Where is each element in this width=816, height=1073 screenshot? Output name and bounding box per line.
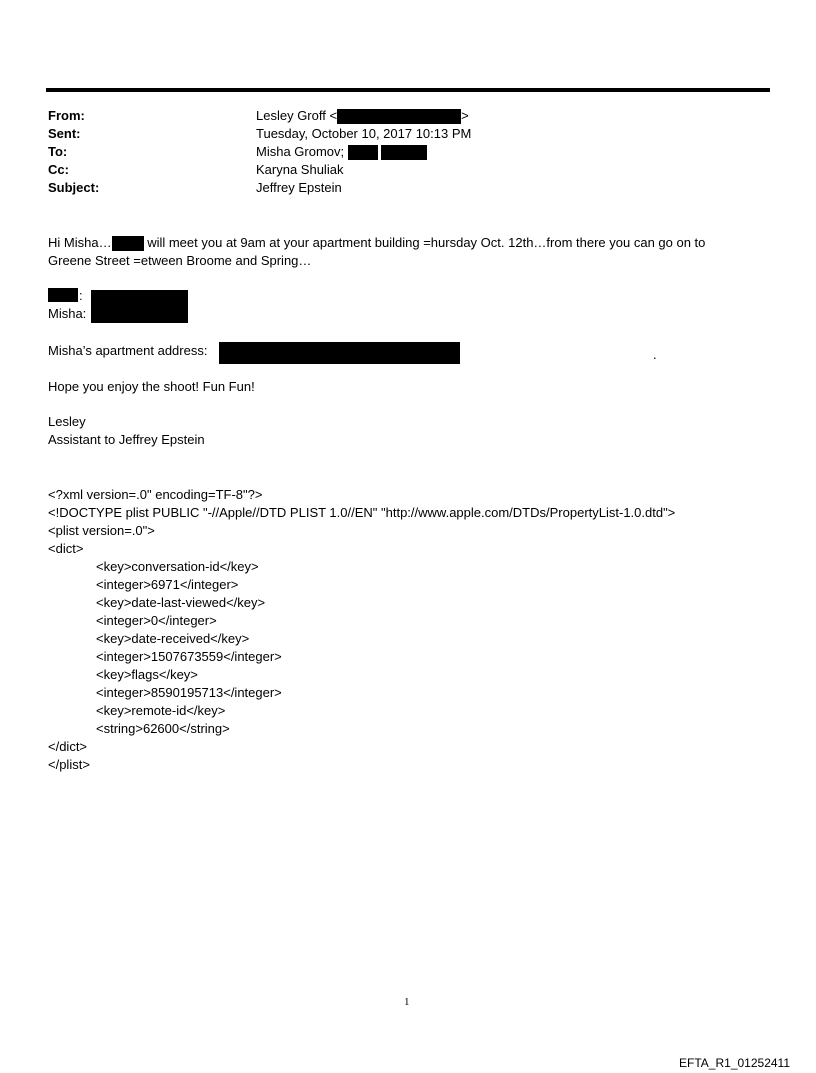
to-name: Misha Gromov; [256, 144, 345, 159]
redaction-box [381, 145, 427, 160]
xml-line: <plist version=.0"> [48, 523, 155, 538]
closing-line: Hope you enjoy the shoot! Fun Fun! [48, 379, 255, 394]
subject-label: Subject: [48, 180, 100, 195]
from-close: > [461, 108, 469, 123]
xml-line: <integer>6971</integer> [96, 577, 239, 592]
xml-line: <key>date-last-viewed</key> [96, 595, 266, 610]
greeting: Hi Misha… [48, 235, 112, 250]
from-name: Lesley Groff < [256, 108, 338, 123]
xml-line: <?xml version=.0" encoding=TF-8"?> [48, 487, 263, 502]
address-dot: . [653, 347, 657, 362]
contact-misha-label: Misha: [48, 306, 87, 321]
sent-label: Sent: [48, 126, 81, 141]
redaction-box [48, 288, 78, 302]
page-number: 1 [404, 996, 410, 1008]
signature-name: Lesley [48, 414, 86, 429]
plist-block [48, 486, 675, 774]
para1-text-cont: Greene Street =etween Broome and Spring… [48, 253, 312, 268]
from-value [256, 107, 469, 125]
xml-line: <integer>8590195713</integer> [96, 685, 282, 700]
xml-line: <string>62600</string> [96, 721, 230, 736]
address-label: Misha’s apartment address: [48, 343, 208, 358]
from-label: From: [48, 108, 85, 123]
xml-line: <key>remote-id</key> [96, 703, 226, 718]
redaction-box [91, 290, 188, 323]
xml-line: </plist> [48, 757, 90, 772]
redaction-box [348, 145, 378, 160]
xml-line: </dict> [48, 739, 88, 754]
redaction-box [112, 236, 144, 251]
para1-text: will meet you at 9am at your apartment building =hursday Oct. 12th…from there you can go on to [143, 235, 706, 250]
xml-line: <key>conversation-id</key> [96, 559, 259, 574]
cc-label: Cc: [48, 162, 69, 177]
redaction-box [219, 342, 460, 364]
sent-value: Tuesday, October 10, 2017 10:13 PM [256, 126, 472, 141]
header-rule [46, 88, 770, 92]
to-value [256, 143, 427, 161]
xml-line: <dict> [48, 541, 84, 556]
contact-colon: : [79, 288, 83, 303]
subject-value: Jeffrey Epstein [256, 180, 342, 195]
xml-line: <integer>0</integer> [96, 613, 217, 628]
xml-line: <key>date-received</key> [96, 631, 250, 646]
body-paragraph-1 [48, 234, 705, 252]
xml-line: <!DOCTYPE plist PUBLIC "-//Apple//DTD PLIST 1.0//EN" "http://www.apple.com/DTDs/PropertyList-1.0.dtd"> [48, 505, 676, 520]
xml-line: <integer>1507673559</integer> [96, 649, 282, 664]
cc-value: Karyna Shuliak [256, 162, 344, 177]
to-label: To: [48, 144, 68, 159]
body-paragraph-1-cont [48, 252, 311, 270]
bates-number: EFTA_R1_01252411 [679, 1056, 790, 1070]
redaction-box [337, 109, 461, 124]
xml-line: <key>flags</key> [96, 667, 198, 682]
signature-title: Assistant to Jeffrey Epstein [48, 432, 205, 447]
